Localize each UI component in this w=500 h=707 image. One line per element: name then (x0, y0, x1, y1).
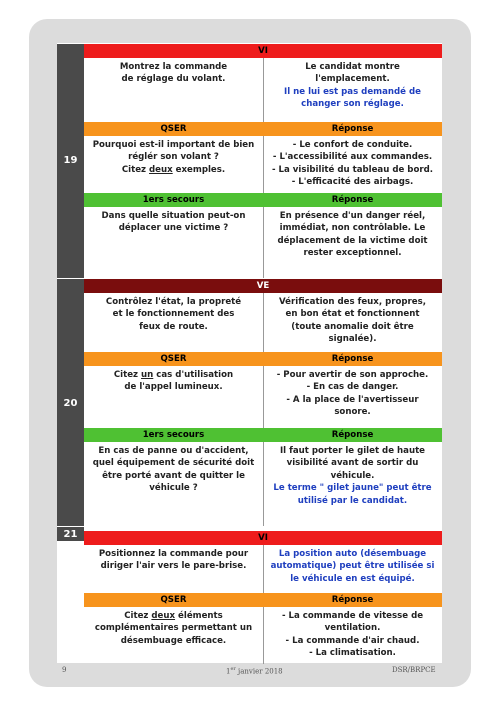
qser-row (84, 136, 442, 194)
page-number: 9 (62, 666, 67, 674)
block-20 (57, 278, 442, 526)
qser-answer: - Le confort de conduite. - L'accessibilité aux commandes. - La visibilité du tableau de bord. - L'efficacité des airbags. (271, 140, 434, 188)
secours-question: En cas de panne ou d'accident, quel équipement de sécurité doit être porté avant de quitter le véhicule ? (84, 442, 264, 526)
qser-header: QSER Réponse (84, 122, 442, 136)
qser-header: QSER Réponse (84, 593, 442, 607)
ve-answer: Vérification des feux, propres, en bon état et fonctionnent (toute anomalie doit être signalée). (279, 297, 426, 345)
vi-row (84, 58, 442, 123)
qser-header: QSER Réponse (84, 352, 442, 366)
ve-row (84, 293, 442, 353)
qser-question: Pourquoi est-il important de bien réglér son volant ? Citez deux exemples. (84, 136, 264, 193)
qser-question: Citez un cas d'utilisation de l'appel lumineux. (84, 366, 264, 428)
vi-header: VI (84, 44, 442, 58)
secours-question: Dans quelle situation peut-on déplacer une victime ? (84, 207, 264, 278)
qser-row (84, 366, 442, 429)
secours-header: 1ers secours Réponse (84, 428, 442, 442)
qser-row (84, 607, 442, 664)
secours-header: 1ers secours Réponse (84, 193, 442, 207)
secours-row (84, 442, 442, 526)
question-number: 21 (57, 527, 84, 541)
vi-answer: La position auto (désembuage automatique) peut être utilisée si le véhicule en est équipé. (270, 549, 435, 584)
secours-answer: Il faut porter le gilet de haute visibilité avant de sortir du véhicule. Le terme " gilet jaune" peut être utilisé par le candidat. (273, 446, 432, 506)
footer-date: 1er janvier 2018 (226, 666, 283, 676)
vi-question: Montrez la commande de réglage du volant. (84, 58, 264, 122)
block-19 (57, 43, 442, 278)
vi-question: Positionnez la commande pour diriger l'air vers le pare-brise. (84, 545, 264, 593)
vi-row (84, 545, 442, 594)
question-number: 20 (57, 279, 84, 526)
ve-question: Contrôlez l'état, la propreté et le fonctionnement des feux de route. (84, 293, 264, 352)
vi-header: VI (84, 531, 442, 545)
qser-answer: - La commande de vitesse de ventilation. - La commande d'air chaud. - La climatisation. (281, 611, 424, 659)
secours-answer: En présence d'un danger réel, immédiat, non contrôlable. Le déplacement de la victime doit rester exceptionnel. (277, 211, 428, 259)
secours-row (84, 207, 442, 278)
question-number: 19 (57, 44, 84, 278)
vi-answer: Le candidat montre l'emplacement. Il ne lui est pas demandé de changer son réglage. (284, 62, 421, 110)
qser-answer: - Pour avertir de son approche. - En cas de danger. - A la place de l'avertisseur sonore. (276, 370, 429, 418)
ve-header: VE (84, 279, 442, 293)
block-21 (57, 526, 442, 664)
footer-org: DSR/BRPCE (392, 666, 436, 674)
qser-question: Citez deux éléments complémentaires permettant un désembuage efficace. (84, 607, 264, 664)
